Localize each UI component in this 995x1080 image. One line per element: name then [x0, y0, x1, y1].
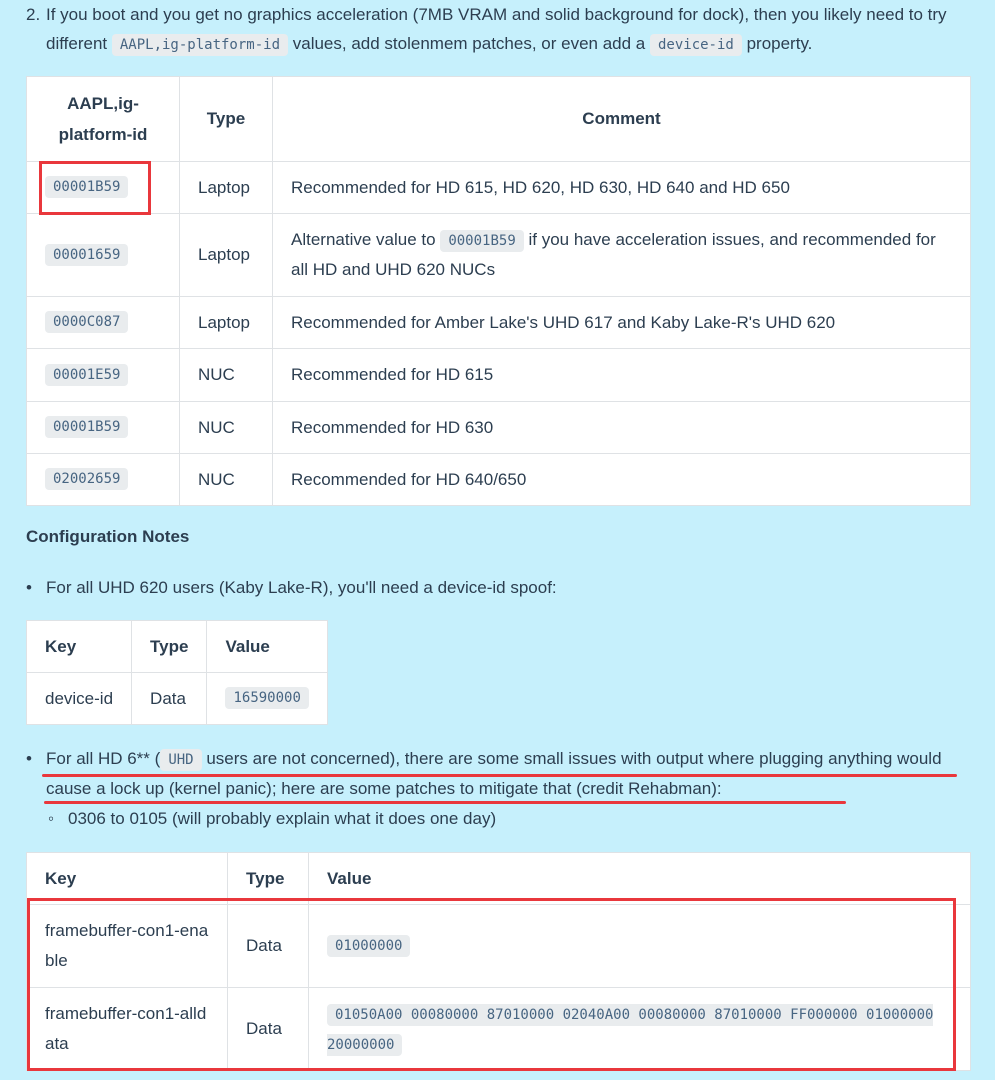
- cell-type: NUC: [180, 402, 273, 454]
- table-row: [27, 214, 971, 297]
- cell-type: Data: [228, 905, 309, 988]
- table-row: [27, 454, 971, 506]
- header-type: Type: [132, 621, 207, 673]
- device-id-table: [26, 620, 328, 725]
- cell-comment: Recommended for HD 640/650: [273, 454, 971, 506]
- platform-id-code: 00001E59: [45, 364, 128, 386]
- platform-id-code: 02002659: [45, 468, 128, 490]
- sub-bullet-marker: ◦: [48, 809, 55, 828]
- cell-type: Data: [228, 988, 309, 1071]
- intro-paragraph: [46, 0, 971, 59]
- sub-bullet-text: 0306 to 0105 (will probably explain what it does one day): [68, 809, 497, 828]
- platform-id-code: 00001659: [45, 244, 128, 266]
- cell-id: [27, 214, 180, 297]
- inline-code-device-id: device-id: [650, 34, 742, 56]
- cell-type: NUC: [180, 349, 273, 402]
- annotation-underline-2: [44, 801, 846, 804]
- cell-id: [27, 297, 180, 349]
- header-key: Key: [27, 621, 132, 673]
- header-type: Type: [180, 77, 273, 162]
- cell-type: Laptop: [180, 214, 273, 297]
- platform-id-code: 0000C087: [45, 311, 128, 333]
- bullet-text-part: users are not concerned), there are some small issues with output where plugging anything would cause a lock up (kernel panic); here are some patches to mitigate that (credit Rehabman):: [46, 749, 942, 798]
- comment-text: if you have acceleration issues, and recommended for all HD and UHD 620 NUCs: [291, 230, 936, 279]
- cell-key: framebuffer-con1-enable: [27, 905, 228, 988]
- value-code: 01000000: [327, 935, 410, 957]
- bullet-text-part: For all HD 6** (: [46, 749, 161, 768]
- comment-text: Alternative value to: [291, 230, 436, 249]
- table-row: [27, 402, 971, 454]
- table-header-row: [27, 853, 971, 905]
- cell-value: [207, 673, 327, 725]
- header-value: Value: [207, 621, 327, 673]
- value-code: 01050A00 00080000 87010000 02040A00 00080000 87010000 FF000000 01000000 20000000: [327, 1004, 933, 1056]
- bullet-marker: •: [26, 578, 32, 597]
- cell-comment: Recommended for HD 630: [273, 402, 971, 454]
- platform-id-table: [26, 76, 971, 506]
- bullet-marker: •: [26, 749, 32, 768]
- annotation-box-first-id: [39, 161, 151, 215]
- annotation-box-framebuffer: [27, 898, 956, 1071]
- cell-id: [27, 349, 180, 402]
- header-type: Type: [228, 853, 309, 905]
- intro-text-1: If you boot and you get no graphics acceleration (7MB VRAM and solid background for dock), then you likely need to try different: [46, 5, 947, 53]
- cell-id: [27, 454, 180, 506]
- cell-comment: Recommended for HD 615: [273, 349, 971, 402]
- cell-comment: Recommended for Amber Lake's UHD 617 and Kaby Lake-R's UHD 620: [273, 297, 971, 349]
- cell-key: framebuffer-con1-alldata: [27, 988, 228, 1071]
- section-heading: Configuration Notes: [26, 527, 190, 546]
- platform-id-code: 00001B59: [45, 416, 128, 438]
- cell-type: Laptop: [180, 162, 273, 214]
- table-row: [27, 297, 971, 349]
- header-comment: Comment: [273, 77, 971, 162]
- table-row: [27, 162, 971, 214]
- cell-type: Data: [132, 673, 207, 725]
- cell-key: device-id: [27, 673, 132, 725]
- platform-id-code: 00001B59: [45, 176, 128, 198]
- cell-type: Laptop: [180, 297, 273, 349]
- table-row: [27, 349, 971, 402]
- cell-comment: [273, 214, 971, 297]
- header-key: Key: [27, 853, 228, 905]
- inline-code-platform-id: AAPL,ig-platform-id: [112, 34, 288, 56]
- table-row: [27, 673, 328, 725]
- table-header-row: [27, 77, 971, 162]
- header-platform-id: AAPL,ig-platform-id: [27, 77, 180, 162]
- intro-text-2: values, add stolenmem patches, or even add a: [292, 34, 646, 53]
- inline-code-id: 00001B59: [440, 230, 523, 252]
- cell-type: NUC: [180, 454, 273, 506]
- cell-comment: Recommended for HD 615, HD 620, HD 630, HD 640 and HD 650: [273, 162, 971, 214]
- intro-text-3: property.: [746, 34, 813, 53]
- inline-code-uhd: UHD: [160, 749, 201, 771]
- list-number: 2.: [26, 5, 41, 24]
- value-code: 16590000: [225, 687, 308, 709]
- cell-id: [27, 402, 180, 454]
- table-header-row: [27, 621, 328, 673]
- annotation-underline-1: [42, 774, 957, 777]
- bullet-text: For all UHD 620 users (Kaby Lake-R), you'll need a device-id spoof:: [46, 578, 557, 597]
- header-value: Value: [309, 853, 971, 905]
